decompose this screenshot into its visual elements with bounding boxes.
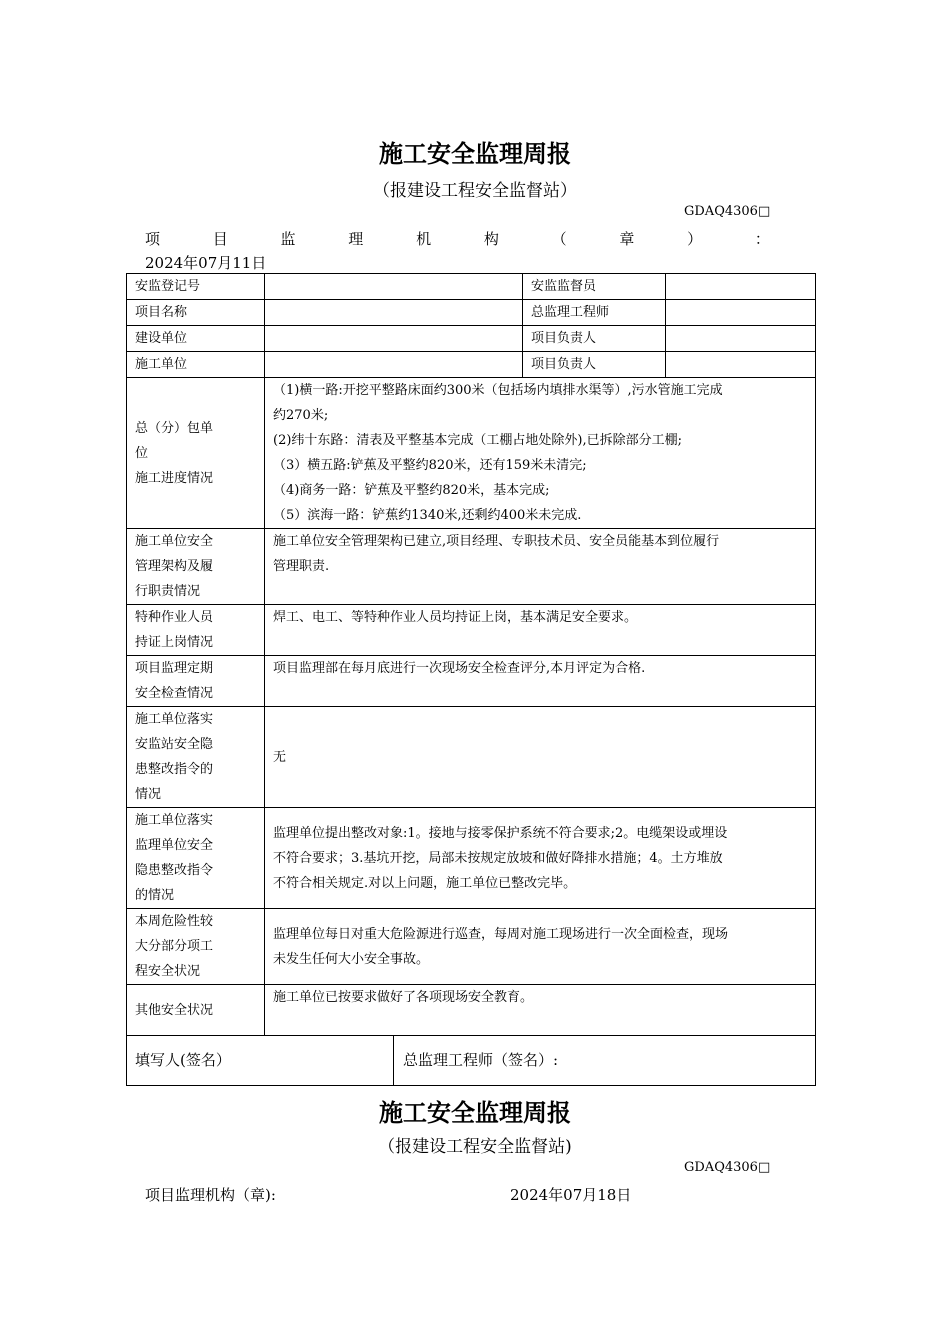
section-text: 施工单位已按要求做好了各项现场安全教育。	[265, 985, 816, 1036]
project-name-label: 项目名称	[127, 300, 265, 326]
supervision-org-label: 项目监理机构（章):	[145, 1186, 276, 1204]
section-label: 特种作业人员 持证上岗情况	[127, 605, 265, 656]
safety-inspector-value	[666, 274, 816, 300]
report-date: 2024年07月11日	[145, 254, 267, 272]
section-row	[127, 656, 816, 707]
chief-engineer-signature[interactable]: 总监理工程师（签名）:	[394, 1036, 816, 1086]
section-row	[127, 808, 816, 909]
section-row	[127, 605, 816, 656]
section-text: 项目监理部在每月底进行一次现场安全检查评分,本月评定为合格.	[265, 656, 816, 707]
supervision-org-label: 项 目 监 理 机 构 （ 章 ） ：	[145, 230, 770, 248]
header-row	[127, 352, 816, 378]
section-label: 项目监理定期 安全检查情况	[127, 656, 265, 707]
registration-no-value	[265, 274, 523, 300]
report-date: 2024年07月18日	[510, 1186, 632, 1204]
contractor-manager-label: 项目负责人	[523, 352, 666, 378]
form-code: GDAQ4306□	[684, 204, 771, 219]
progress-label: 总（分）包单 位 施工进度情况	[127, 378, 265, 529]
project-manager-value	[666, 326, 816, 352]
report-title: 施工安全监理周报	[379, 1098, 571, 1127]
form-code: GDAQ4306□	[684, 1160, 771, 1175]
chief-engineer-value	[666, 300, 816, 326]
filler-signature[interactable]: 填写人(签名）	[127, 1036, 394, 1086]
project-manager-label: 项目负责人	[523, 326, 666, 352]
section-row	[127, 985, 816, 1036]
header-row	[127, 300, 816, 326]
section-text: 无	[265, 707, 816, 808]
section-text: 施工单位安全管理架构已建立,项目经理、专职技术员、安全员能基本到位履行 管理职责.	[265, 529, 816, 605]
chief-engineer-label: 总监理工程师	[523, 300, 666, 326]
report-subtitle: （报建设工程安全监督站)	[378, 1137, 572, 1157]
header-row	[127, 326, 816, 352]
construction-owner-label: 建设单位	[127, 326, 265, 352]
report-subtitle: （报建设工程安全监督站）	[373, 181, 577, 201]
header-row	[127, 274, 816, 300]
report-title: 施工安全监理周报	[379, 139, 571, 168]
project-name-value	[265, 300, 523, 326]
section-label: 其他安全状况	[127, 985, 265, 1036]
section-label: 施工单位安全 管理架构及履 行职责情况	[127, 529, 265, 605]
section-label: 施工单位落实 监理单位安全 隐患整改指令 的情况	[127, 808, 265, 909]
contractor-label: 施工单位	[127, 352, 265, 378]
section-row	[127, 529, 816, 605]
section-row	[127, 909, 816, 985]
section-label: 施工单位落实 安监站安全隐 患整改指令的 情况	[127, 707, 265, 808]
contractor-manager-value	[666, 352, 816, 378]
section-text: 焊工、电工、等特种作业人员均持证上岗，基本满足安全要求。	[265, 605, 816, 656]
section-text: 监理单位提出整改对象:1。接地与接零保护系统不符合要求;2。电缆架设或埋设 不符合要求；3.基坑开挖，局部未按规定放坡和做好降排水措施；4。土方堆放 不符合相关规定.对以上问题，施工单位已整改完毕。	[265, 808, 816, 909]
registration-no-label: 安监登记号	[127, 274, 265, 300]
progress-row	[127, 378, 816, 529]
progress-details: （1)横一路:开挖平整路床面约300米（包括场内填排水渠等）,污水管施工完成 约270米; (2)纬十东路：清表及平整基本完成（工棚占地处除外),已拆除部分工棚; （3）横五路:铲蕉及平整约820米，还有159米未清完; （4)商务一路：铲蕉及平整约820米，基本完成; （5）滨海一路：铲蕉约1340米,还剩约400米未完成.	[265, 378, 816, 529]
section-row	[127, 707, 816, 808]
section-label: 本周危险性较 大分部分项工 程安全状况	[127, 909, 265, 985]
weekly-report-table	[126, 273, 816, 1086]
safety-inspector-label: 安监监督员	[523, 274, 666, 300]
construction-owner-value	[265, 326, 523, 352]
section-text: 监理单位每日对重大危险源进行巡查，每周对施工现场进行一次全面检查，现场 未发生任何大小安全事故。	[265, 909, 816, 985]
signature-row	[127, 1036, 816, 1086]
contractor-value	[265, 352, 523, 378]
